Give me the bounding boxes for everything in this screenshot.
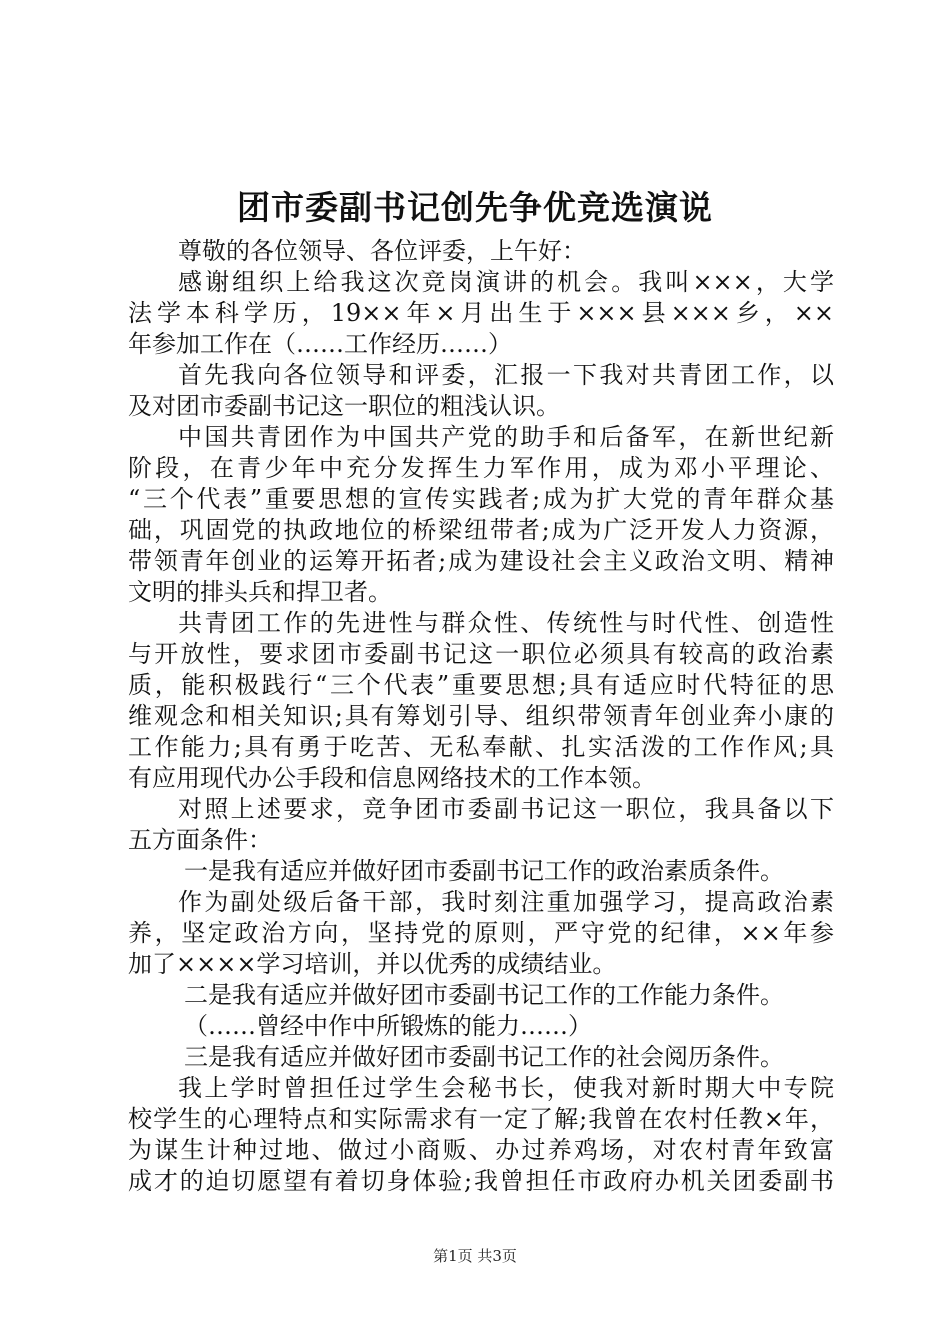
paragraph-line: 带领青年创业的运筹开拓者;成为建设社会主义政治文明、精神 (128, 547, 834, 575)
document-title: 团市委副书记创先争优竞选演说 (237, 188, 713, 227)
paragraph-line: 五方面条件： (128, 826, 272, 854)
paragraph-line: 对照上述要求，竞争团市委副书记这一职位，我具备以下 (178, 795, 834, 823)
paragraph-line: 法学本科学历，19××年×月出生于×××县×××乡，×× (128, 299, 834, 327)
paragraph-line: 成才的迫切愿望有着切身体验;我曾担任市政府办机关团委副书 (128, 1167, 834, 1195)
paragraph-line: 及对团市委副书记这一职位的粗浅认识。 (128, 392, 560, 420)
paragraph-line: 三是我有适应并做好团市委副书记工作的社会阅历条件。 (184, 1043, 784, 1071)
page-number-footer: 第1页 共3页 (433, 1247, 517, 1265)
paragraph-line: 维观念和相关知识;具有筹划引导、组织带领青年创业奔小康的 (128, 702, 834, 730)
paragraph-line: 文明的排头兵和捍卫者。 (128, 578, 392, 606)
paragraph-line: 养，坚定政治方向，坚持党的原则，严守党的纪律，××年参 (128, 919, 834, 947)
paragraph-line: 年参加工作在（……工作经历……） (128, 330, 512, 358)
paragraph-line: 二是我有适应并做好团市委副书记工作的工作能力条件。 (184, 981, 784, 1009)
paragraph-line: “三个代表”重要思想的宣传实践者;成为扩大党的青年群众基 (128, 485, 834, 513)
paragraph-line: 一是我有适应并做好团市委副书记工作的政治素质条件。 (184, 857, 784, 885)
paragraph-line: 共青团工作的先进性与群众性、传统性与时代性、创造性 (178, 609, 834, 637)
paragraph-line: 质，能积极践行“三个代表”重要思想;具有适应时代特征的思 (128, 671, 834, 699)
paragraph-line: 阶段，在青少年中充分发挥生力军作用，成为邓小平理论、 (128, 454, 834, 482)
paragraph-line: 中国共青团作为中国共产党的助手和后备军，在新世纪新 (178, 423, 834, 451)
paragraph-line: （……曾经中作中所锻炼的能力……） (184, 1012, 592, 1040)
paragraph-line: 作为副处级后备干部，我时刻注重加强学习，提高政治素 (178, 888, 834, 916)
paragraph-line: 有应用现代办公手段和信息网络技术的工作本领。 (128, 764, 656, 792)
paragraph-line: 我上学时曾担任过学生会秘书长，使我对新时期大中专院 (178, 1074, 834, 1102)
paragraph-line: 校学生的心理特点和实际需求有一定了解;我曾在农村任教×年， (128, 1105, 834, 1133)
paragraph-line: 与开放性，要求团市委副书记这一职位必须具有较高的政治素 (128, 640, 834, 668)
document-body (128, 236, 834, 1197)
paragraph-line: 加了××××学习培训，并以优秀的成绩结业。 (128, 950, 617, 978)
paragraph-line: 为谋生计种过地、做过小商贩、办过养鸡场，对农村青年致富 (128, 1136, 834, 1164)
paragraph-line: 尊敬的各位领导、各位评委，上午好： (178, 237, 586, 265)
paragraph-line: 工作能力;具有勇于吃苦、无私奉献、扎实活泼的工作作风;具 (128, 733, 834, 761)
paragraph-line: 首先我向各位领导和评委，汇报一下我对共青团工作，以 (178, 361, 834, 389)
paragraph-line: 感谢组织上给我这次竞岗演讲的机会。我叫×××，大学 (178, 268, 834, 296)
paragraph-line: 础，巩固党的执政地位的桥梁纽带者;成为广泛开发人力资源， (128, 516, 834, 544)
